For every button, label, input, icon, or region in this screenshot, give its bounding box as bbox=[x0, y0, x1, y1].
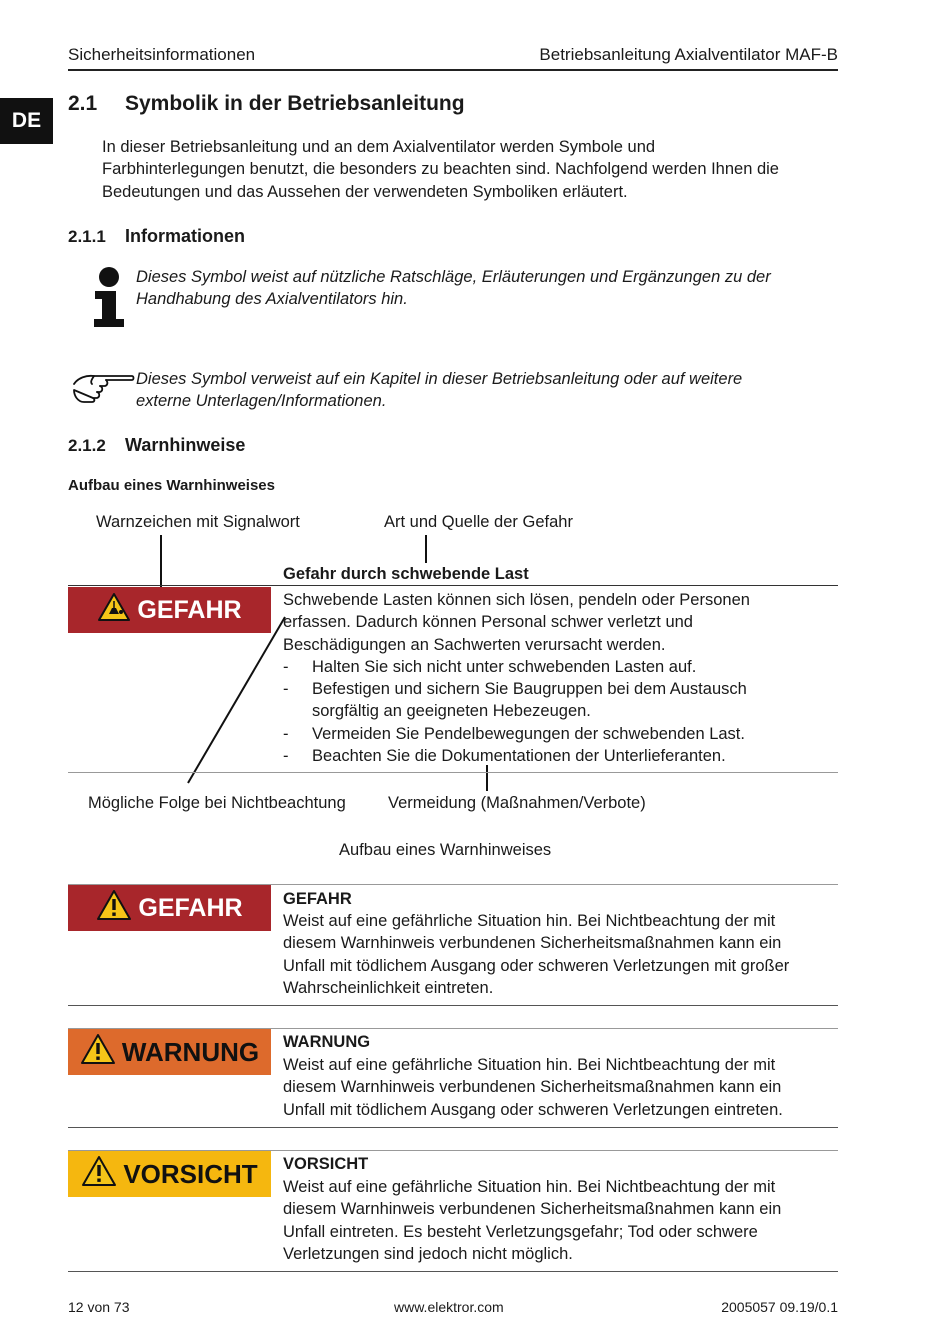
vorsicht-text bbox=[283, 1176, 838, 1265]
diagram-label-avoidance: Vermeidung (Maßnahmen/Verbote) bbox=[388, 794, 646, 812]
gefahr-bottom-rule bbox=[68, 1005, 838, 1006]
footer-page: 12 von 73 bbox=[68, 1299, 130, 1315]
vorsicht-text-line: Weist auf eine gefährliche Situation hin. Bei Nichtbeachtung der mit bbox=[283, 1178, 776, 1196]
reference-text-line: externe Unterlagen/Informationen. bbox=[136, 392, 387, 411]
warnung-title: WARNUNG bbox=[283, 1033, 371, 1051]
gefahr-text-line: Weist auf eine gefährliche Situation hin. Bei Nichtbeachtung der mit bbox=[283, 912, 776, 930]
diagram-top-rule bbox=[68, 585, 838, 586]
info-text-line: Handhabung des Axialventilators hin. bbox=[136, 290, 408, 309]
vorsicht-bottom-rule bbox=[68, 1271, 838, 1272]
diagram-label-consequence: Mögliche Folge bei Nichtbeachtung bbox=[88, 794, 346, 812]
diagram-text-line: Schwebende Lasten können sich lösen, pendeln oder Personen bbox=[283, 591, 750, 609]
measure-text: Halten Sie sich nicht unter schwebenden Lasten auf. bbox=[312, 657, 697, 676]
warnung-bottom-rule bbox=[68, 1127, 838, 1128]
gefahr-text bbox=[283, 910, 838, 999]
measure-text: Beachten Sie die Dokumentationen der Unterlieferanten. bbox=[312, 747, 726, 766]
gefahr-text-line: Wahrscheinlichkeit eintreten. bbox=[283, 978, 494, 997]
diagram-label-source: Art und Quelle der Gefahr bbox=[384, 513, 573, 531]
measure-text: sorgfältig an geeigneten Hebezeugen. bbox=[312, 702, 591, 721]
vorsicht-text-line: Unfall eintreten. Es besteht Verletzungsgefahr; Tod oder schwere bbox=[283, 1222, 758, 1241]
measure-item bbox=[283, 656, 838, 678]
header-left: Sicherheitsinformationen bbox=[68, 45, 256, 64]
measure-text: Befestigen und sichern Sie Baugruppen bei dem Austausch bbox=[312, 680, 747, 699]
measure-dash: - bbox=[283, 724, 289, 743]
diagram-label-signal: Warnzeichen mit Signalwort bbox=[96, 513, 300, 531]
suspended-load-warning-icon bbox=[97, 592, 137, 629]
intro-line: Farbhinterlegungen benutzt, die besonders zu beachten sind. Nachfolgend werden Ihnen die bbox=[102, 160, 779, 179]
measure-dash: - bbox=[283, 680, 289, 699]
footer-website[interactable]: www.elektror.com bbox=[394, 1299, 504, 1315]
measure-dash: - bbox=[283, 657, 289, 676]
diagram-gefahr-badge bbox=[68, 587, 271, 633]
header-right: Betriebsanleitung Axialventilator MAF-B bbox=[539, 45, 838, 64]
measure-dash: - bbox=[283, 747, 289, 766]
subsection-number-informationen: 2.1.1 bbox=[68, 227, 106, 246]
vorsicht-badge bbox=[68, 1151, 271, 1197]
footer-doc-id: 2005057 09.19/0.1 bbox=[721, 1299, 838, 1315]
diagram-measures-list bbox=[283, 656, 838, 767]
reference-text-line: Dieses Symbol verweist auf ein Kapitel in dieser Betriebsanleitung oder auf weitere bbox=[136, 370, 743, 388]
section-title: Symbolik in der Betriebsanleitung bbox=[125, 92, 465, 115]
warnhinweise-subheading: Aufbau eines Warnhinweises bbox=[68, 477, 275, 494]
measure-item bbox=[283, 723, 838, 745]
warnung-text bbox=[283, 1054, 838, 1121]
intro-line: In dieser Betriebsanleitung und an dem Axialventilator werden Symbole und bbox=[102, 138, 656, 156]
vorsicht-text-line: diesem Warnhinweis verbundenen Sicherheitsmaßnahmen kann ein bbox=[283, 1200, 782, 1219]
measure-text: Vermeiden Sie Pendelbewegungen der schwebenden Last. bbox=[312, 724, 745, 743]
info-text-line: Dieses Symbol weist auf nützliche Ratschläge, Erläuterungen und Ergänzungen zu der bbox=[136, 268, 771, 286]
diagram-bottom-rule bbox=[68, 772, 838, 773]
gefahr-badge bbox=[68, 885, 271, 931]
gefahr-text-line: Unfall mit tödlichem Ausgang oder schweren Verletzungen mit großer bbox=[283, 956, 790, 975]
vorsicht-title: VORSICHT bbox=[283, 1155, 369, 1173]
subsection-title-warnhinweise: Warnhinweise bbox=[125, 435, 246, 455]
intro-line: Bedeutungen und das Aussehen der verwendeten Symboliken erläutert. bbox=[102, 182, 628, 201]
warnung-text-line: Unfall mit tödlichem Ausgang oder schweren Verletzungen eintreten. bbox=[283, 1100, 783, 1119]
subsection-title-informationen: Informationen bbox=[125, 226, 245, 246]
language-tab: DE bbox=[0, 98, 53, 144]
warnung-badge-word: WARNUNG bbox=[121, 1036, 260, 1067]
gefahr-badge-word: GEFAHR bbox=[138, 893, 243, 922]
diagram-badge-word: GEFAHR bbox=[137, 595, 242, 624]
diagram-hazard-body bbox=[283, 589, 838, 767]
subsection-number-warnhinweise: 2.1.2 bbox=[68, 436, 106, 455]
gefahr-title: GEFAHR bbox=[283, 890, 352, 908]
warnung-badge bbox=[68, 1029, 271, 1075]
diagram-text-line: Beschädigungen an Sachwerten verursacht werden. bbox=[283, 635, 666, 654]
warning-triangle-icon bbox=[80, 1033, 122, 1072]
diagram-caption: Aufbau eines Warnhinweises bbox=[339, 841, 552, 859]
vorsicht-badge-word: VORSICHT bbox=[123, 1158, 258, 1189]
measure-item bbox=[283, 745, 838, 767]
warning-triangle-icon bbox=[81, 1155, 123, 1194]
diagram-hazard-title: Gefahr durch schwebende Last bbox=[283, 565, 529, 583]
section-number: 2.1 bbox=[68, 92, 98, 115]
gefahr-text-line: diesem Warnhinweis verbundenen Sicherheitsmaßnahmen kann ein bbox=[283, 934, 782, 953]
warnung-text-line: diesem Warnhinweis verbundenen Sicherheitsmaßnahmen kann ein bbox=[283, 1078, 782, 1097]
diagram-text-line: erfassen. Dadurch können Personal schwer verletzt und bbox=[283, 613, 693, 632]
vorsicht-text-line: Verletzungen sind jedoch nicht möglich. bbox=[283, 1244, 573, 1263]
measure-item bbox=[283, 678, 838, 723]
warnung-text-line: Weist auf eine gefährliche Situation hin. Bei Nichtbeachtung der mit bbox=[283, 1056, 776, 1074]
warning-triangle-icon bbox=[96, 889, 138, 928]
